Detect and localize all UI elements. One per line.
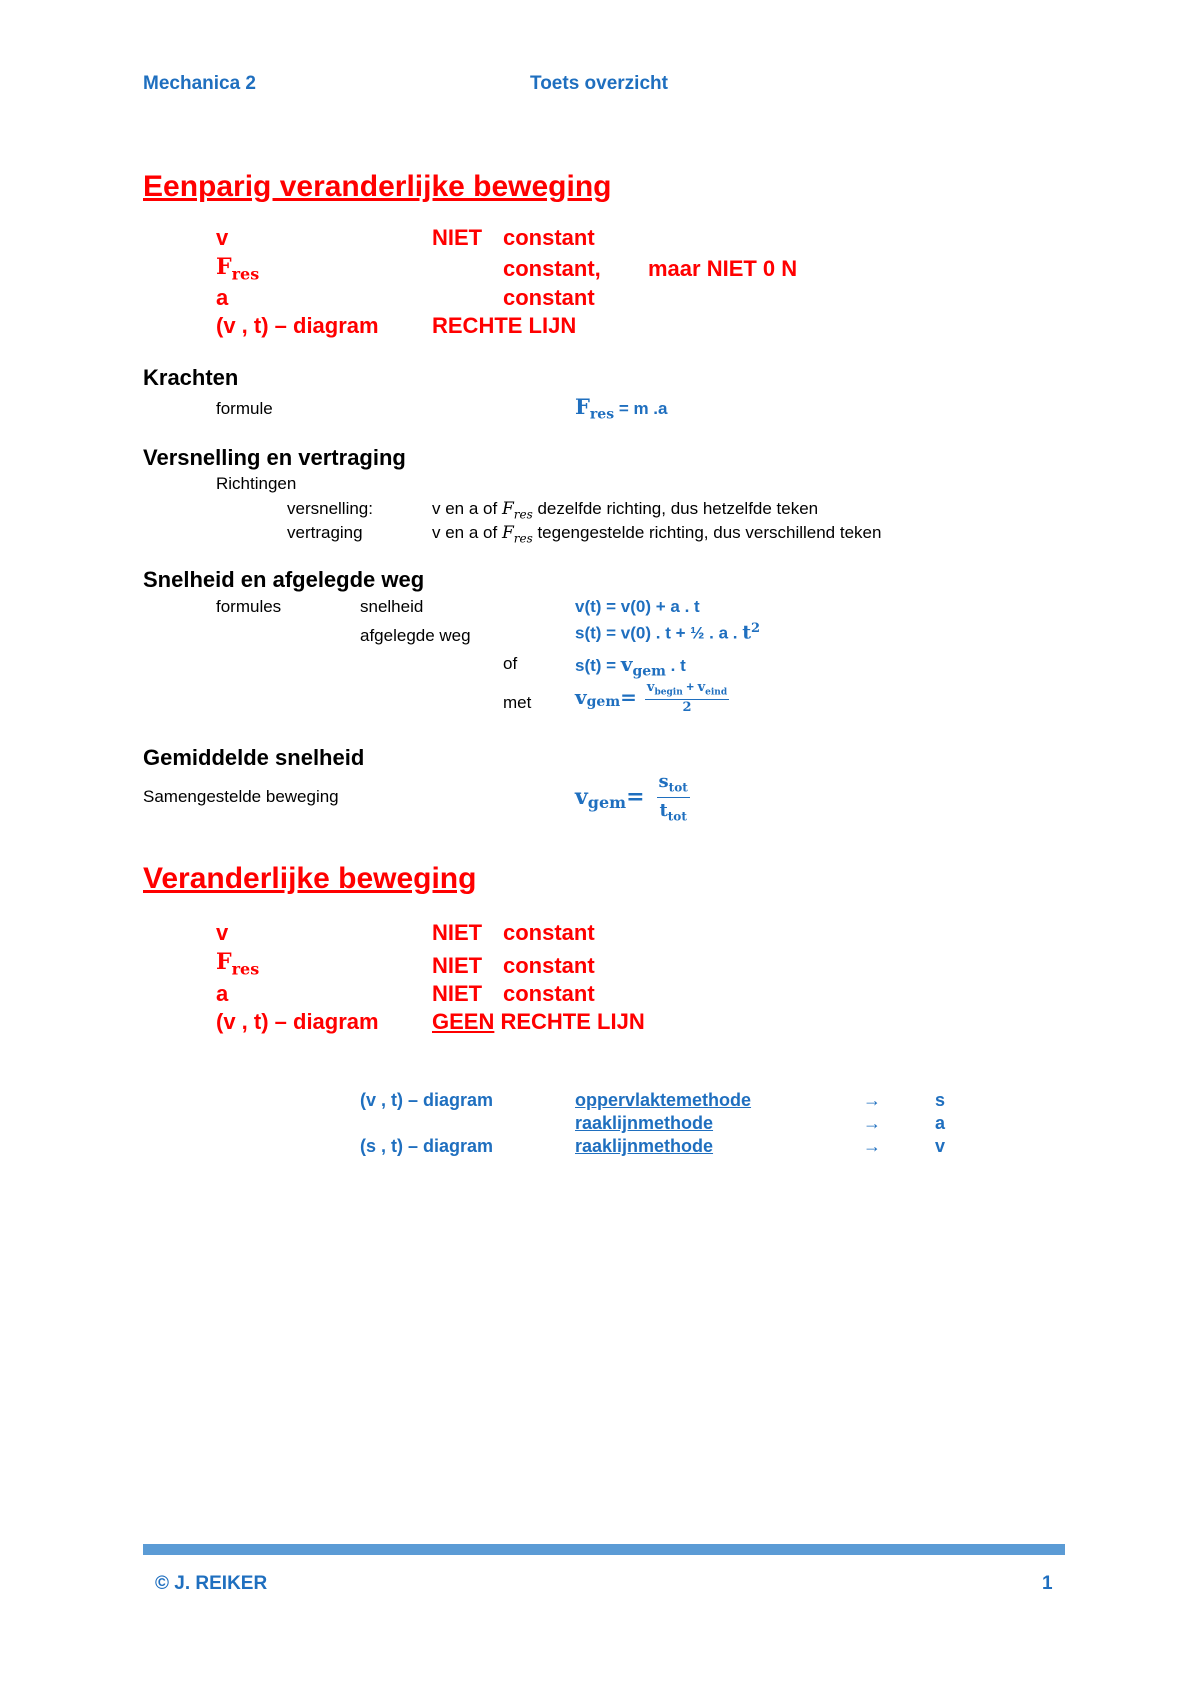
s1-row1-label: v: [216, 225, 229, 250]
header-course-title: Mechanica 2: [143, 73, 256, 94]
afgelegde-weg-label: afgelegde weg: [360, 626, 471, 645]
arrow-icon: →: [863, 1113, 881, 1133]
vertraging-row-label: vertraging: [287, 523, 363, 542]
s2-row2-col3: constant: [503, 953, 595, 978]
method1-result: s: [935, 1090, 946, 1110]
method2-result: a: [935, 1113, 946, 1133]
krachten-heading: Krachten: [143, 365, 239, 390]
snelheid-heading: Snelheid en afgelegde weg: [143, 567, 425, 592]
vgem-fraction-formula: v $_{gem}$ = $\frac{v_{begin} + v_{eind}}{2}$: [575, 679, 728, 715]
s1-row1-col2: NIET: [432, 225, 483, 250]
s2-row1-col2: NIET: [432, 920, 483, 945]
of-label: of: [503, 654, 518, 673]
richtingen-label: Richtingen: [216, 474, 297, 493]
krachten-label: formule: [216, 399, 273, 418]
method2-link[interactable]: raaklijnmethode: [575, 1113, 714, 1133]
method3-diagram: (s , t) – diagram: [360, 1136, 494, 1156]
s2-row3-col3: constant: [503, 981, 595, 1006]
s2-row3-label: a: [216, 981, 229, 1006]
s2-row4-col2: GEEN RECHTE LIJN: [432, 1009, 645, 1034]
s2-row2-label: $F_{res}$: [216, 949, 260, 979]
s1-row2-col3: constant,: [503, 256, 601, 281]
arrow-icon: →: [863, 1136, 881, 1156]
s2-row1-col3: constant: [503, 920, 595, 945]
versnelling-row-text: v en a of $F_{res}$ dezelfde richting, dus hetzelfde teken: [432, 499, 819, 522]
formules-label: formules: [216, 597, 282, 616]
s1-row2-col4: maar NIET 0 N: [648, 256, 798, 281]
s1-row4-label: (v , t) – diagram: [216, 313, 379, 338]
gemiddelde-heading: Gemiddelde snelheid: [143, 745, 365, 770]
method3-result: v: [935, 1136, 946, 1156]
s2-row1-label: v: [216, 920, 229, 945]
versnelling-row-label: versnelling:: [287, 499, 373, 518]
arrow-icon: →: [863, 1090, 881, 1110]
section1-title: Eenparig veranderlijke beweging: [143, 170, 612, 203]
gemiddelde-formula: v gem = $\frac{s_{tot}}{t_{tot}}$: [575, 771, 688, 824]
s1-row1-col3: constant: [503, 225, 595, 250]
footer-author: © J. REIKER: [155, 1573, 268, 1594]
s2-row3-col2: NIET: [432, 981, 483, 1006]
met-label: met: [503, 693, 532, 712]
krachten-formula: $F_{res} = m$ .a: [575, 394, 668, 423]
afgelegde-weg-formula: s(t) = v(0) . t + ½ . a . $t^2$: [575, 621, 761, 644]
snelheid-formula: v(t) = v(0) + a . t: [575, 597, 700, 616]
s2-row2-col2: NIET: [432, 953, 483, 978]
s2-row4-label: (v , t) – diagram: [216, 1009, 379, 1034]
samengestelde-label: Samengestelde beweging: [143, 787, 339, 806]
method1-diagram: (v , t) – diagram: [360, 1090, 494, 1110]
snelheid-label: snelheid: [360, 597, 424, 616]
s1-row3-label: a: [216, 285, 229, 310]
s1-row4-col2: RECHTE LIJN: [432, 313, 577, 338]
section2-title: Veranderlijke beweging: [143, 862, 477, 895]
vgem-formula: $s(t) = v_{gem}$ . t: [575, 652, 686, 680]
method3-link[interactable]: raaklijnmethode: [575, 1136, 714, 1156]
page-number: 1: [1042, 1573, 1053, 1594]
vertraging-row-text: v en a of $F_{res}$ tegengestelde richting, dus verschillend teken: [432, 523, 882, 546]
s1-row3-col3: constant: [503, 285, 595, 310]
s1-row2-label: $F_{res}$: [216, 254, 260, 284]
versnelling-heading: Versnelling en vertraging: [143, 445, 406, 470]
header-doc-title: Toets overzicht: [530, 73, 668, 94]
method1-link[interactable]: oppervlaktemethode: [575, 1090, 752, 1110]
footer-divider: [143, 1544, 1065, 1555]
